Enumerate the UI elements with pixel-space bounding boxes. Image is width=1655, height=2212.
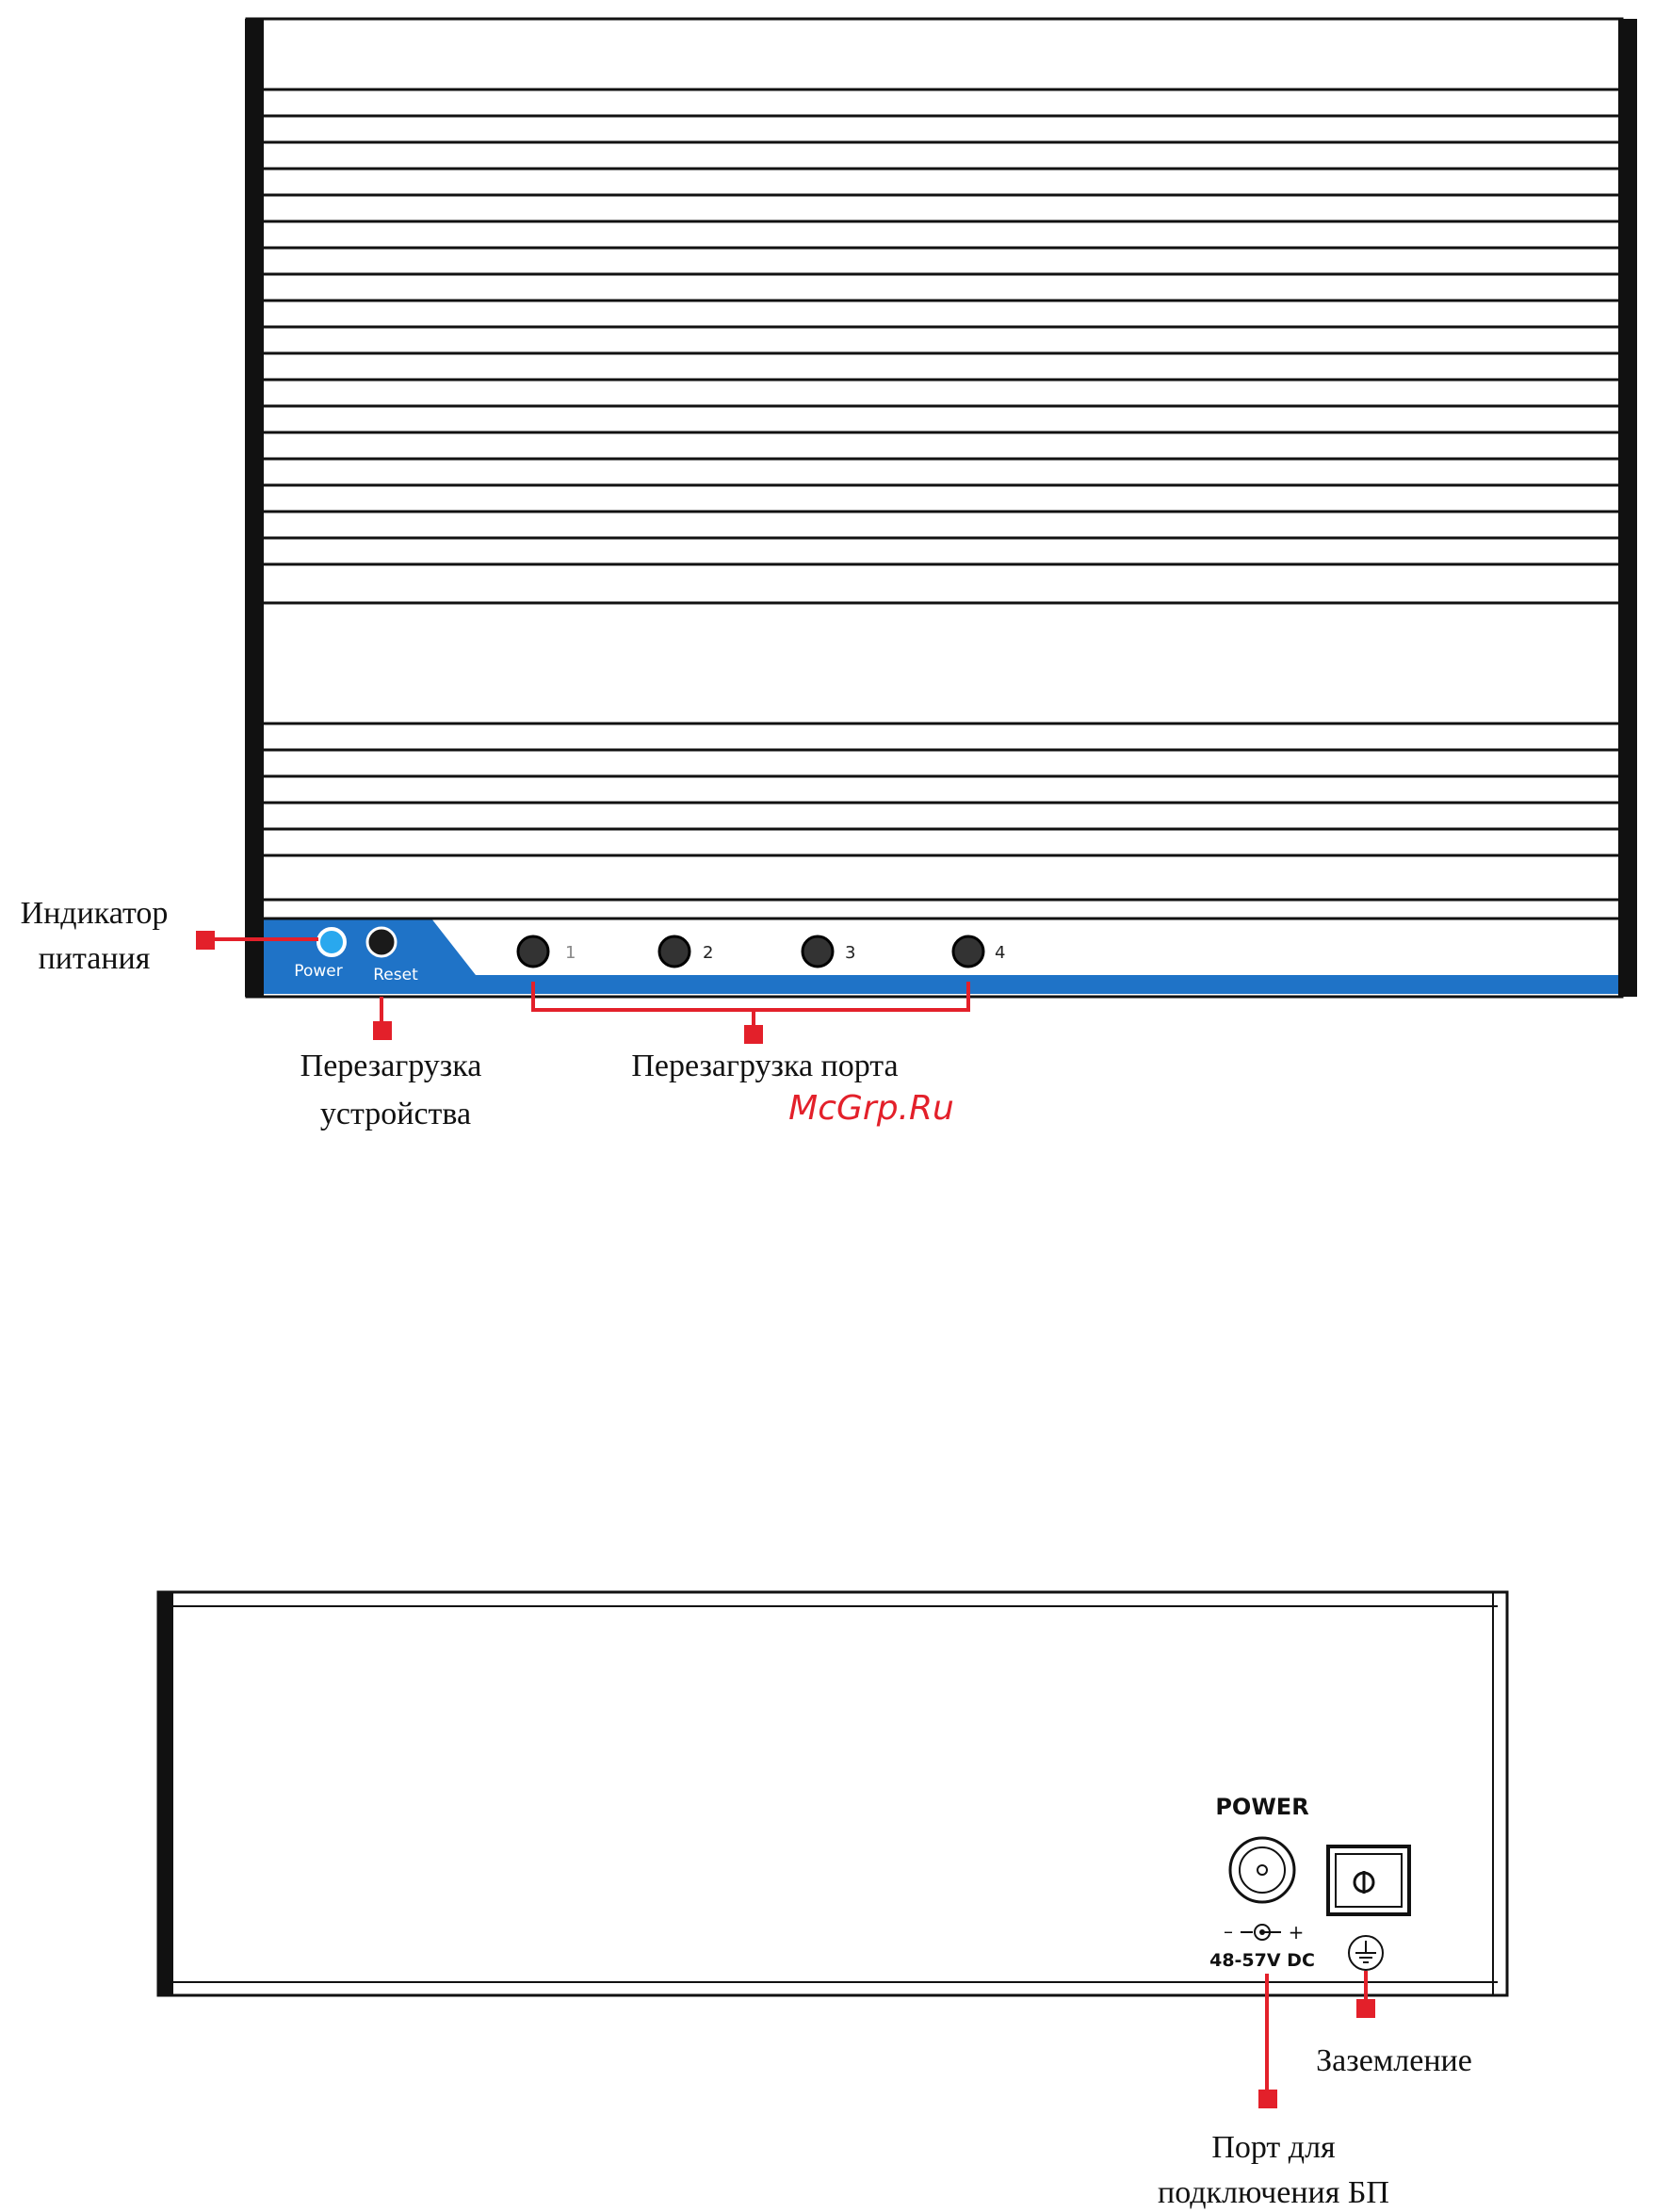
callout-device-reset-line2: устройства — [319, 1097, 472, 1131]
back-callouts — [1158, 1971, 1472, 2210]
reset-button[interactable] — [367, 928, 396, 956]
reset-button-label: Reset — [373, 966, 418, 984]
front-right-edge — [1618, 19, 1637, 997]
back-left-edge — [158, 1592, 173, 1995]
callout-power-indicator-line1: Индикатор — [20, 896, 169, 931]
power-led — [318, 929, 345, 955]
port-label-1: 1 — [565, 943, 576, 963]
callout-marker-power-port — [1258, 2090, 1277, 2108]
callout-marker-power-indicator — [196, 931, 215, 950]
svg-text:–: – — [1224, 1920, 1233, 1943]
front-view — [245, 19, 1637, 997]
port-reset-button-2[interactable] — [659, 936, 690, 967]
callout-device-reset-line1: Перезагрузка — [300, 1049, 482, 1083]
back-view — [158, 1592, 1507, 1995]
callout-marker-grounding — [1356, 1999, 1375, 2018]
port-label-4: 4 — [995, 943, 1006, 963]
callout-power-port-line2: подключения БП — [1158, 2175, 1389, 2210]
watermark: McGrp.Ru — [788, 1089, 954, 1128]
port-reset-button-1[interactable] — [518, 936, 548, 967]
callout-power-port-line1: Порт для — [1211, 2130, 1336, 2165]
port-reset-button-3[interactable] — [803, 936, 833, 967]
callout-marker-port-reset — [744, 1025, 763, 1044]
callout-power-indicator-line2: питания — [38, 941, 151, 976]
front-housing — [247, 19, 1622, 997]
port-label-3: 3 — [845, 943, 856, 963]
callout-marker-device-reset — [373, 1021, 392, 1040]
power-led-label: Power — [294, 962, 343, 981]
callout-port-reset: Перезагрузка порта — [631, 1049, 899, 1083]
svg-text:+: + — [1288, 1921, 1305, 1944]
port-reset-button-4[interactable] — [953, 936, 983, 967]
port-label-2: 2 — [703, 943, 714, 963]
back-power-label: POWER — [1215, 1794, 1309, 1820]
callout-grounding: Заземление — [1316, 2043, 1472, 2078]
front-left-edge — [245, 19, 264, 997]
voltage-label: 48-57V DC — [1209, 1950, 1315, 1971]
